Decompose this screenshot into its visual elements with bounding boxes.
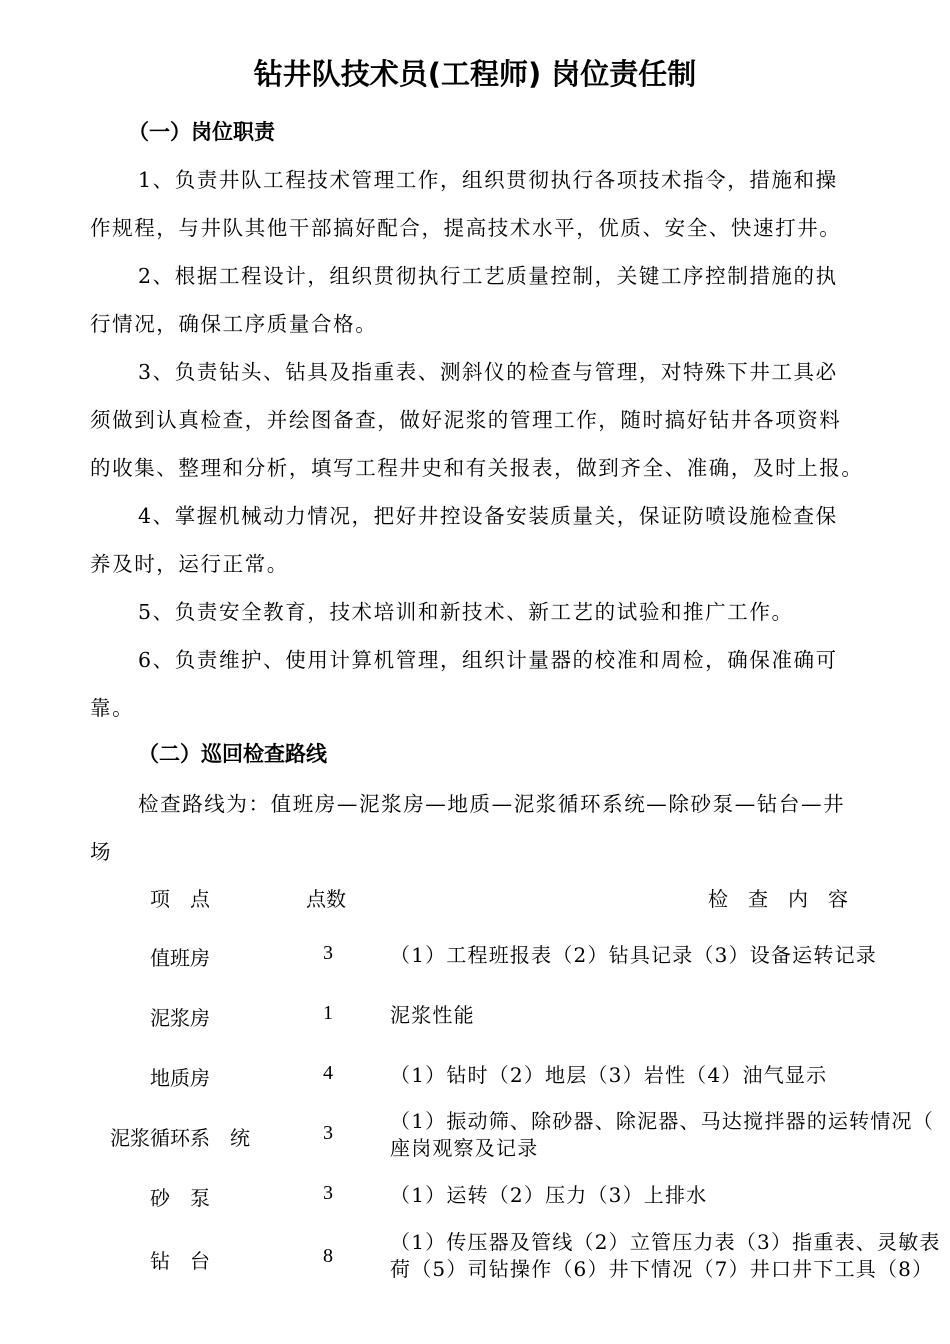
row-item: 砂 泵 (150, 1186, 210, 1210)
duty-line: 须做到认真检查，并绘图备查，做好泥浆的管理工作，随时搞好钻井各项资料 (90, 408, 842, 432)
duty-line: 作规程，与井队其他干部搞好配合，提高技术水平，优质、安全、快速打井。 (90, 216, 842, 240)
duty-line: 1、负责井队工程技术管理工作，组织贯彻执行各项技术指令，措施和操 (138, 168, 838, 192)
duty-line: 养及时，运行正常。 (90, 552, 289, 576)
duty-line: 靠。 (90, 696, 135, 720)
row-content-line: 座岗观察及记录 (390, 1136, 539, 1160)
header-item: 项 点 (150, 887, 210, 911)
duty-line: 6、负责维护、使用计算机管理，组织计量器的校准和周检，确保准确可 (138, 648, 838, 672)
document-title: 钻井队技术员(工程师) 岗位责任制 (253, 57, 697, 91)
header-count: 点数 (306, 887, 346, 911)
duty-line: 3、负责钻头、钻具及指重表、测斜仪的检查与管理，对特殊下井工具必 (138, 360, 838, 384)
row-content-line: 泥浆性能 (390, 1003, 475, 1027)
row-count: 4 (323, 1062, 333, 1084)
table-row (0, 1229, 950, 1289)
row-item: 钻 台 (150, 1249, 210, 1273)
duty-line: 4、掌握机械动力情况，把好井控设备安装质量关，保证防喷设施检查保 (138, 504, 838, 528)
table-row (0, 942, 950, 1002)
row-content (390, 1229, 941, 1283)
section-heading-duties: （一）岗位职责 (128, 120, 275, 144)
duty-line: 行情况，确保工序质量合格。 (90, 312, 378, 336)
row-content (390, 942, 877, 969)
row-content (390, 1182, 707, 1209)
row-item: 泥浆房 (150, 1006, 210, 1030)
row-content-line: （1）传压器及管线（2）立管压力表（3）指重表、灵敏表 (390, 1230, 941, 1254)
row-count: 3 (323, 942, 333, 964)
duty-line: 5、负责安全教育，技术培训和新技术、新工艺的试验和推广工作。 (138, 600, 794, 624)
row-content (390, 1108, 934, 1162)
row-count: 3 (323, 1122, 333, 1144)
duty-line: 2、根据工程设计，组织贯彻执行工艺质量控制，关键工序控制措施的执 (138, 264, 838, 288)
route-line: 场 (90, 840, 113, 864)
table-row (0, 1108, 950, 1168)
table-row (0, 1002, 950, 1062)
row-item: 值班房 (150, 946, 210, 970)
row-content-line: （1）工程班报表（2）钻具记录（3）设备运转记录 (390, 943, 877, 967)
row-content (390, 1002, 475, 1029)
row-item: 泥浆循环系 统 (110, 1126, 250, 1150)
duty-line: 的收集、整理和分析，填写工程井史和有关报表，做到齐全、准确，及时上报。 (90, 456, 864, 480)
row-content-line: （1）钻时（2）地层（3）岩性（4）油气显示 (390, 1063, 828, 1087)
row-content-line: （1）运转（2）压力（3）上排水 (390, 1183, 708, 1207)
row-content-line: 荷（5）司钻操作（6）井下情况（7）井口井下工具（8） (390, 1257, 934, 1281)
route-line: 检查路线为：值班房—泥浆房—地质—泥浆循环系统—除砂泵—钻台—井 (138, 792, 846, 816)
row-content (390, 1062, 827, 1089)
row-count: 1 (323, 1002, 333, 1024)
row-item: 地质房 (150, 1066, 210, 1090)
section-heading-route: （二）巡回检查路线 (138, 742, 327, 766)
row-count: 8 (323, 1245, 333, 1267)
row-count: 3 (323, 1182, 333, 1204)
header-content: 检 查 内 容 (708, 887, 848, 911)
row-content-line: （1）振动筛、除砂器、除泥器、马达搅拌器的运转情况（ (390, 1109, 934, 1133)
